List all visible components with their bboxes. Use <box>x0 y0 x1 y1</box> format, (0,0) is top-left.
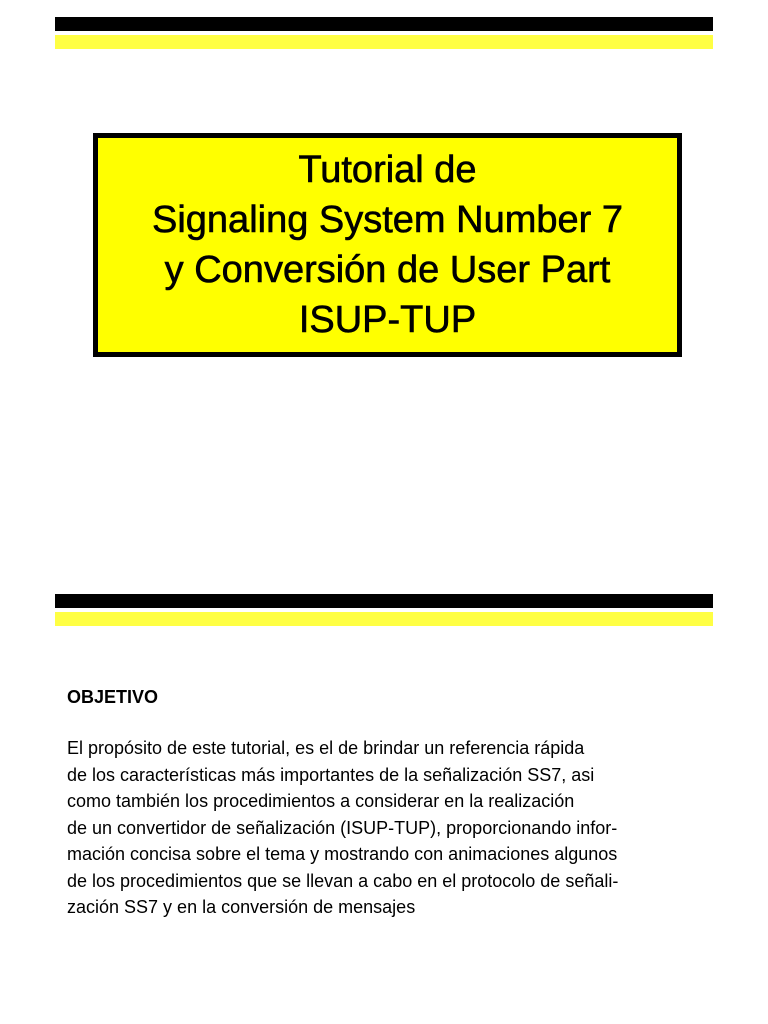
objective-paragraph <box>67 735 618 921</box>
middle-yellow-stripe <box>55 612 713 626</box>
title-line-4: ISUP-TUP <box>298 299 477 341</box>
top-yellow-stripe <box>55 35 713 49</box>
paragraph-line-5: mación concisa sobre el tema y mostrando con animaciones algunos <box>67 844 618 864</box>
paragraph-line-4: de un convertidor de señalización (ISUP-TUP), proporcionando infor- <box>67 817 618 838</box>
paragraph-line-3: como también los procedimientos a considerar en la realización <box>67 791 575 811</box>
title-box <box>93 133 682 357</box>
objective-heading: OBJETIVO <box>67 687 159 707</box>
title-line-1: Tutorial de <box>298 149 477 191</box>
middle-black-stripe <box>55 594 713 608</box>
title-line-2: Signaling System Number 7 <box>152 199 623 241</box>
paragraph-line-1: El propósito de este tutorial, es el de brindar un referencia rápida <box>67 738 585 758</box>
paragraph-line-6: de los procedimientos que se llevan a cabo en el protocolo de señali- <box>67 870 619 891</box>
paragraph-line-7: zación SS7 y en la conversión de mensajes <box>67 897 416 917</box>
paragraph-line-2: de los características más importantes de la señalización SS7, asi <box>67 764 595 785</box>
top-black-stripe <box>55 17 713 31</box>
title-line-3: y Conversión de User Part <box>164 249 611 291</box>
